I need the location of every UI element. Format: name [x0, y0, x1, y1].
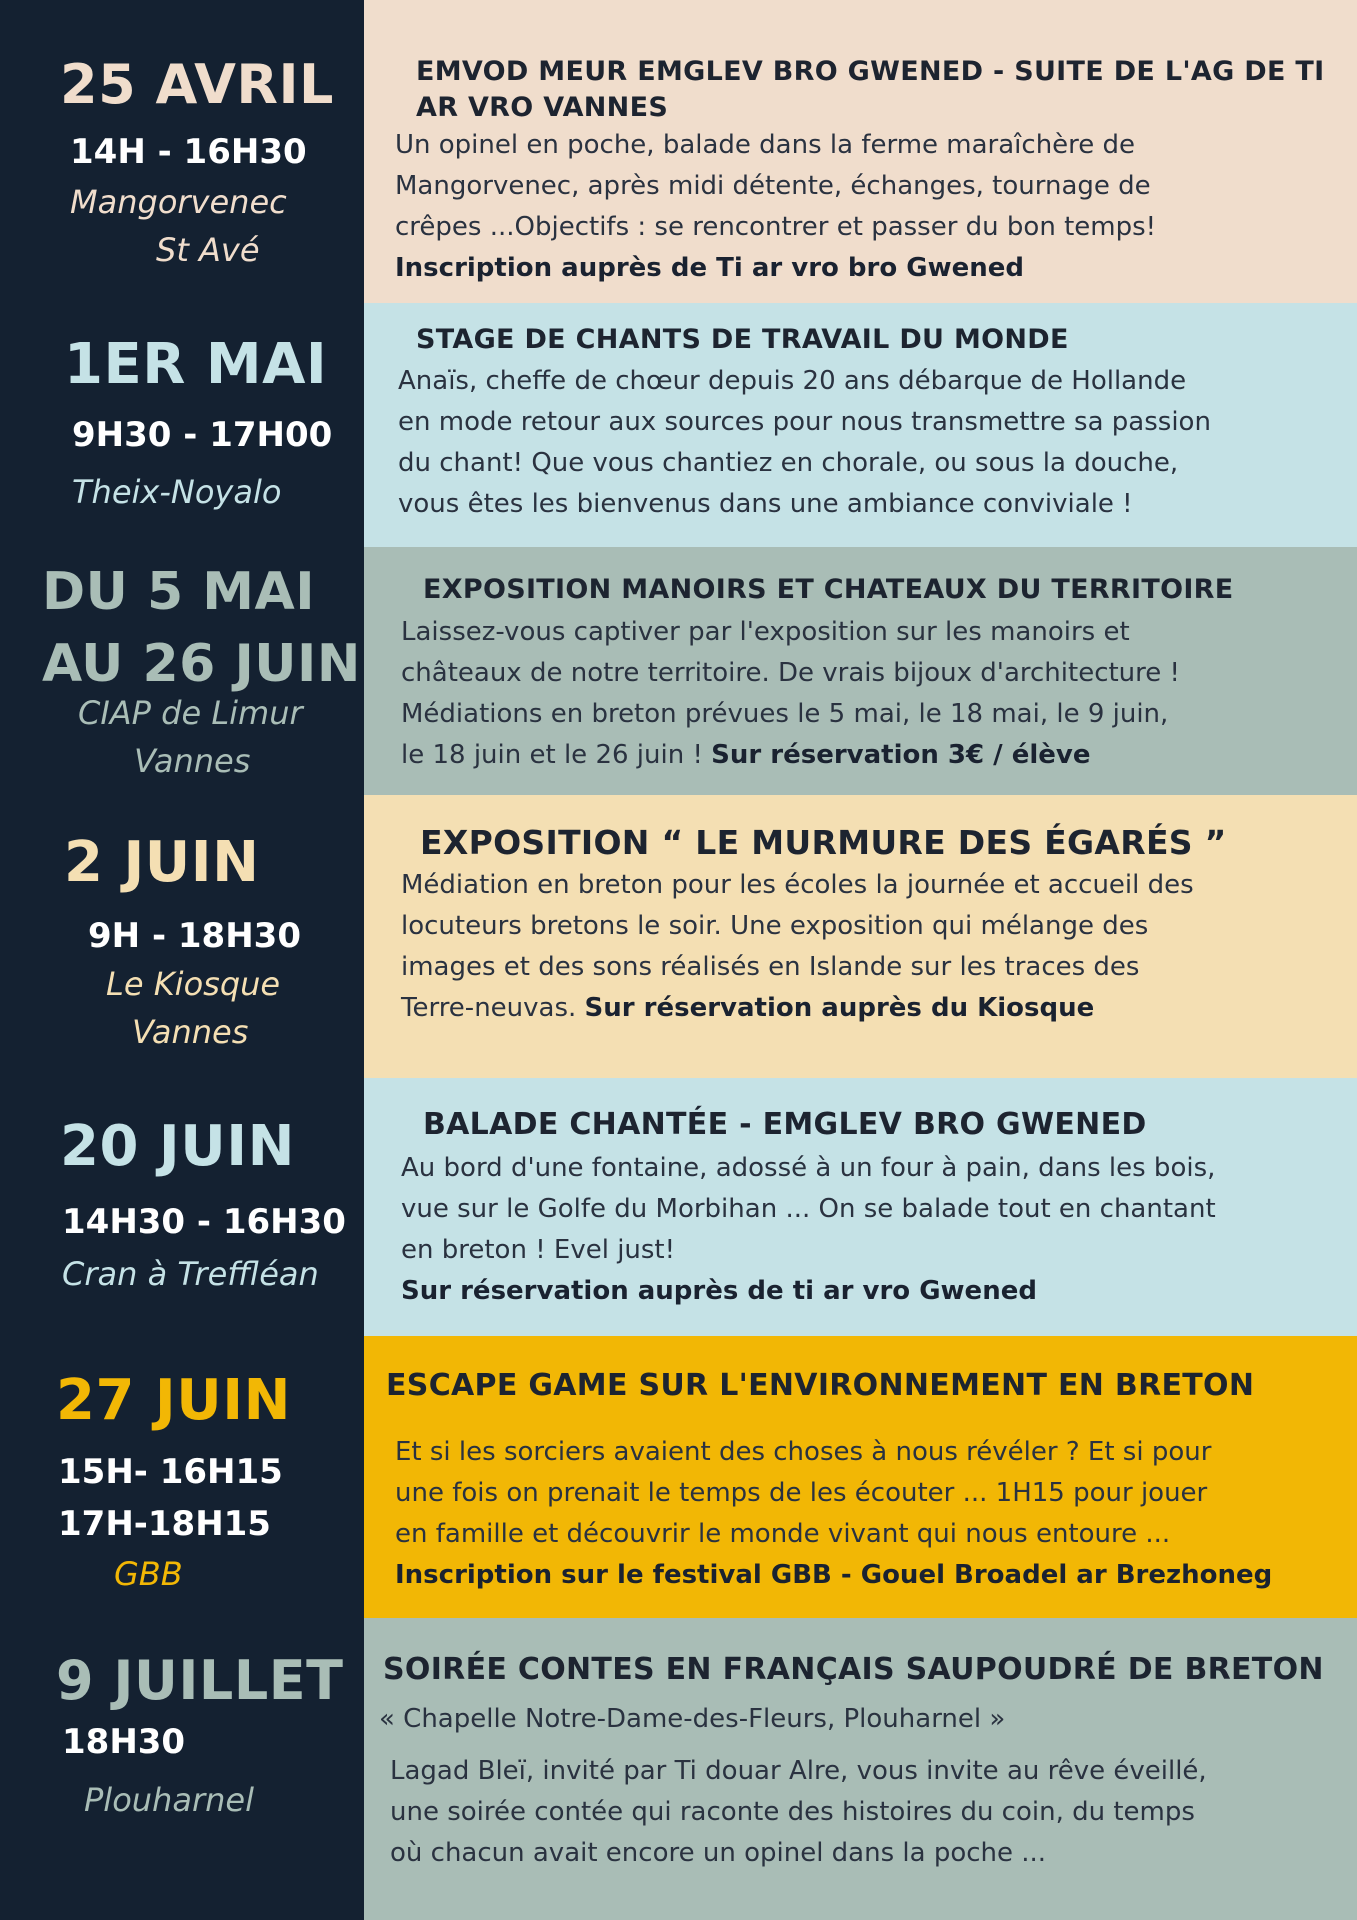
- event-7-place: Plouharnel: [84, 1781, 254, 1819]
- event-1-place: Mangorvenec St Avé: [70, 183, 287, 269]
- event-2-title: STAGE DE CHANTS DE TRAVAIL DU MONDE: [416, 324, 1069, 355]
- event-5-date: 20 JUIN: [60, 1114, 295, 1179]
- event-7-description: Lagad Bleï, invité par Ti douar Alre, vous invite au rêve éveillé, une soirée contée qui raconte des histoires du coin, du temps où chacun avait encore un opinel dans la poche ...: [390, 1756, 1207, 1868]
- event-6-date: 27 JUIN: [56, 1368, 291, 1433]
- event-6-registration: Inscription sur le festival GBB - Gouel Broadel ar Brezhoneg: [395, 1560, 1273, 1590]
- event-1-title: EMVOD MEUR EMGLEV BRO GWENED - SUITE DE L'AG DE TI AR VRO VANNES: [416, 56, 1325, 123]
- event-4-place: Le Kiosque Vannes: [106, 965, 281, 1051]
- event-1-time: 14H - 16H30: [70, 132, 307, 172]
- event-4-description: Médiation en breton pour les écoles la journée et accueil des locuteurs bretons le soir. Une exposition qui mélange des images et des sons réalisés en Islande sur les traces des Terre-neuvas. Sur réservation auprès du Kiosque: [401, 870, 1194, 1023]
- event-5-reservation: Sur réservation auprès de ti ar vro Gwened: [401, 1276, 1037, 1306]
- event-3-reservation: Sur réservation 3€ / élève: [711, 740, 1091, 770]
- event-6-title: ESCAPE GAME SUR L'ENVIRONNEMENT EN BRETON: [386, 1368, 1255, 1403]
- event-3-description: Laissez-vous captiver par l'exposition sur les manoirs et châteaux de notre territoire. De vrais bijoux d'architecture ! Médiations en breton prévues le 5 mai, le 18 mai, le 9 juin, le 18 juin et le 26 juin ! Sur réservation 3€ / élève: [401, 617, 1180, 770]
- event-3-date: DU 5 MAI AU 26 JUIN: [42, 562, 361, 694]
- event-4-time: 9H - 18H30: [88, 916, 301, 956]
- event-2-description: Anaïs, cheffe de chœur depuis 20 ans débarque de Hollande en mode retour aux sources pour nous transmettre sa passion du chant! Que vous chantiez en chorale, ou sous la douche, vous êtes les bienvenus dans une ambiance conviviale !: [398, 366, 1211, 519]
- event-4-date: 2 JUIN: [64, 830, 260, 895]
- event-4-title: EXPOSITION “ LE MURMURE DES ÉGARÉS ”: [420, 823, 1227, 862]
- event-3-place: CIAP de Limur Vannes: [78, 694, 303, 780]
- event-5-time: 14H30 - 16H30: [62, 1202, 346, 1242]
- event-1-registration: Inscription auprès de Ti ar vro bro Gwened: [395, 253, 1025, 283]
- event-5-place: Cran à Treffléan: [62, 1255, 319, 1293]
- event-2-time: 9H30 - 17H00: [72, 415, 333, 455]
- event-7-title: SOIRÉE CONTES EN FRANÇAIS SAUPOUDRÉ DE BRETON: [383, 1652, 1324, 1687]
- event-6-times: 15H- 16H15 17H-18H15: [58, 1452, 283, 1544]
- event-2-place: Theix-Noyalo: [72, 473, 282, 511]
- event-5-title: BALADE CHANTÉE - EMGLEV BRO GWENED: [423, 1107, 1147, 1142]
- event-7-date: 9 JUILLET: [56, 1649, 344, 1712]
- event-5-description: Au bord d'une fontaine, adossé à un four à pain, dans les bois, vue sur le Golfe du Morbihan ... On se balade tout en chantant en breton ! Evel just! Sur réservation auprès de ti ar vro Gwened: [401, 1148, 1216, 1312]
- event-6-place: GBB: [114, 1555, 183, 1593]
- event-2-date: 1ER MAI: [64, 332, 328, 397]
- event-4-reservation: Sur réservation auprès du Kiosque: [584, 993, 1095, 1023]
- event-1-date: 25 AVRIL: [60, 53, 334, 116]
- event-3-title: EXPOSITION MANOIRS ET CHATEAUX DU TERRITOIRE: [423, 574, 1234, 605]
- event-7-venue: « Chapelle Notre-Dame-des-Fleurs, Plouharnel »: [379, 1704, 1006, 1734]
- event-1-description: Un opinel en poche, balade dans la ferme maraîchère de Mangorvenec, après midi détente, échanges, tournage de crêpes ...Objectifs : se rencontrer et passer du bon temps! Inscription auprès de Ti ar vro bro Gwened: [395, 125, 1156, 289]
- event-7-time: 18H30: [62, 1722, 186, 1762]
- event-6-description: Et si les sorciers avaient des choses à nous révéler ? Et si pour une fois on prenait le temps de les écouter ... 1H15 pour jouer en famille et découvrir le monde vivant qui nous entoure ... Inscription sur le festival GBB - Gouel Broadel ar Brezhoneg: [395, 1432, 1272, 1596]
